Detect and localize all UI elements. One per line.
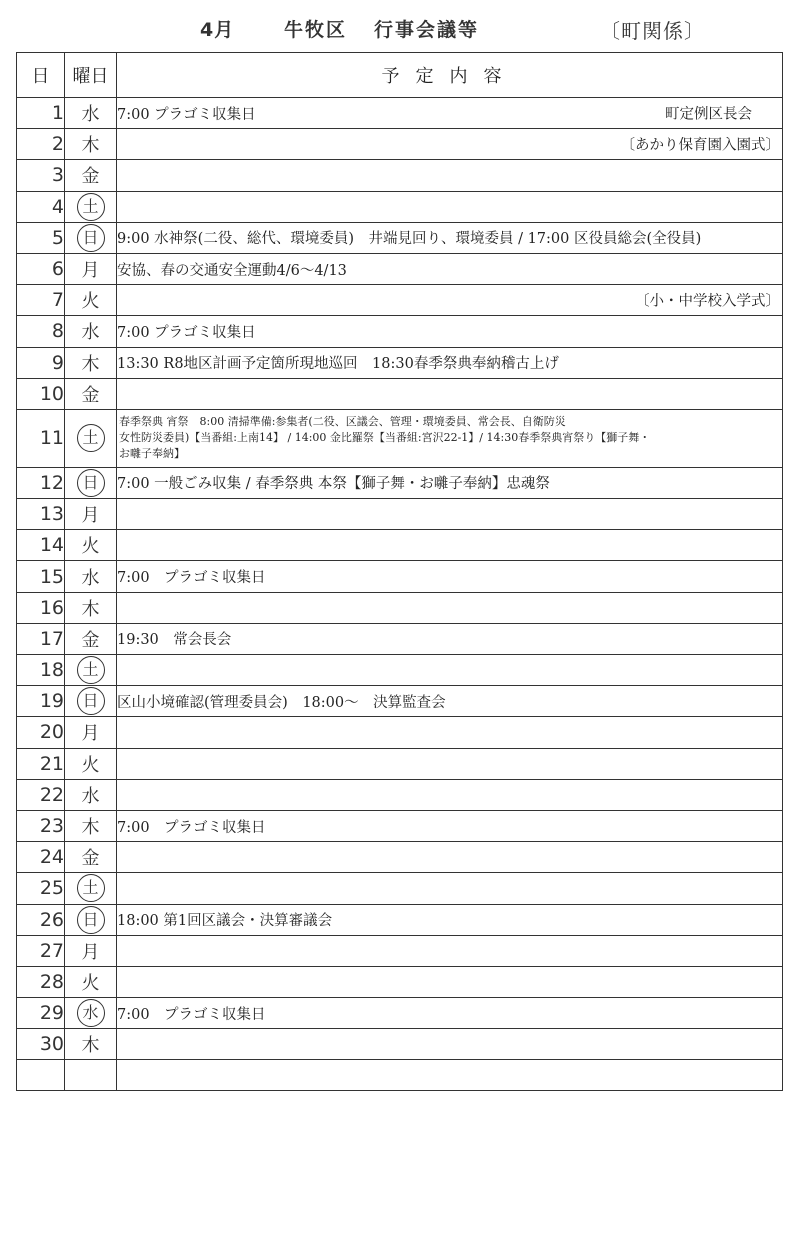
weekday: 火 xyxy=(81,291,100,313)
event-cell xyxy=(117,499,783,530)
day-number: 5 xyxy=(17,222,65,253)
event-line: お囃子奉納】 xyxy=(119,447,185,461)
weekday: 水 xyxy=(81,785,100,807)
table-row xyxy=(17,935,783,966)
day-number: 17 xyxy=(17,623,65,654)
event-cell xyxy=(117,467,783,498)
event-cell xyxy=(117,592,783,623)
event-cell xyxy=(117,779,783,810)
day-number: 18 xyxy=(17,655,65,686)
empty-cell xyxy=(65,1060,117,1091)
weekday-cell xyxy=(65,842,117,873)
day-number: 1 xyxy=(17,98,65,129)
circled-weekday: 日 xyxy=(77,687,105,715)
event-text: 7:00 一般ごみ収集 / 春季祭典 本祭【獅子舞・お囃子奉納】忠魂祭 xyxy=(117,476,550,493)
circled-weekday: 土 xyxy=(77,656,105,684)
event-note-right: 〔小・中学校入学式〕 xyxy=(635,293,780,310)
weekday: 月 xyxy=(81,941,100,963)
event-text: 18:00 第1回区議会・決算審議会 xyxy=(117,913,333,930)
weekday-cell xyxy=(65,873,117,904)
day-number: 20 xyxy=(17,717,65,748)
event-text: 7:00 プラゴミ収集日 xyxy=(117,570,266,587)
weekday-column-header: 曜日 xyxy=(65,53,117,98)
weekday-cell xyxy=(65,129,117,160)
weekday-cell xyxy=(65,748,117,779)
weekday-cell xyxy=(65,530,117,561)
table-row xyxy=(17,873,783,904)
weekday: 月 xyxy=(81,260,100,282)
empty-row xyxy=(17,1060,783,1091)
table-row xyxy=(17,467,783,498)
event-cell xyxy=(117,810,783,841)
event-cell xyxy=(117,378,783,409)
table-row xyxy=(17,842,783,873)
circled-weekday: 日 xyxy=(77,906,105,934)
table-row xyxy=(17,222,783,253)
table-row xyxy=(17,499,783,530)
circled-weekday: 土 xyxy=(77,874,105,902)
weekday: 木 xyxy=(81,598,100,620)
day-number: 16 xyxy=(17,592,65,623)
day-number: 23 xyxy=(17,810,65,841)
table-row xyxy=(17,966,783,997)
weekday-cell xyxy=(65,623,117,654)
day-number: 28 xyxy=(17,966,65,997)
event-cell xyxy=(117,935,783,966)
day-number: 26 xyxy=(17,904,65,935)
event-cell xyxy=(117,253,783,284)
day-number: 21 xyxy=(17,748,65,779)
day-number: 11 xyxy=(17,409,65,467)
event-line: 春季祭典 宵祭 8:00 清掃準備:参集者(二役、区議会、管理・環境委員、常会長、自衛防災 xyxy=(119,415,566,429)
table-row xyxy=(17,98,783,129)
empty-cell xyxy=(117,1060,783,1091)
empty-cell xyxy=(17,1060,65,1091)
event-text: 7:00 プラゴミ収集日 xyxy=(117,819,266,836)
weekday-cell xyxy=(65,285,117,316)
weekday: 水 xyxy=(81,567,100,589)
weekday: 火 xyxy=(81,536,100,558)
event-cell xyxy=(117,655,783,686)
weekday-cell xyxy=(65,686,117,717)
event-cell xyxy=(117,561,783,592)
circled-weekday: 土 xyxy=(77,193,105,221)
weekday-cell xyxy=(65,592,117,623)
day-number: 19 xyxy=(17,686,65,717)
table-row xyxy=(17,1029,783,1060)
event-text: 19:30 常会長会 xyxy=(117,632,232,649)
table-row xyxy=(17,316,783,347)
weekday: 木 xyxy=(81,1035,100,1057)
weekday-cell xyxy=(65,160,117,191)
month-label: 4月 xyxy=(200,19,235,41)
table-row xyxy=(17,347,783,378)
event-cell xyxy=(117,1029,783,1060)
event-cell xyxy=(117,530,783,561)
table-row xyxy=(17,530,783,561)
weekday-cell xyxy=(65,499,117,530)
day-number: 22 xyxy=(17,779,65,810)
event-cell xyxy=(117,316,783,347)
event-cell xyxy=(117,904,783,935)
weekday: 水 xyxy=(81,104,100,126)
table-row xyxy=(17,686,783,717)
event-cell xyxy=(117,873,783,904)
circled-weekday: 日 xyxy=(77,224,105,252)
day-number: 25 xyxy=(17,873,65,904)
day-number: 8 xyxy=(17,316,65,347)
area-label: 牛牧区 xyxy=(284,19,348,41)
weekday: 木 xyxy=(81,353,100,375)
day-number: 24 xyxy=(17,842,65,873)
table-row xyxy=(17,717,783,748)
event-cell xyxy=(117,347,783,378)
table-row xyxy=(17,409,783,467)
event-cell xyxy=(117,842,783,873)
table-row xyxy=(17,129,783,160)
table-row xyxy=(17,779,783,810)
day-number: 27 xyxy=(17,935,65,966)
page-header xyxy=(0,0,800,50)
weekday: 金 xyxy=(81,629,100,651)
day-number: 9 xyxy=(17,347,65,378)
weekday-cell xyxy=(65,253,117,284)
weekday-cell xyxy=(65,935,117,966)
town-related-note: 〔町関係〕 xyxy=(600,19,705,43)
table-row xyxy=(17,253,783,284)
event-cell xyxy=(117,748,783,779)
event-cell xyxy=(117,129,783,160)
table-row xyxy=(17,561,783,592)
event-cell xyxy=(117,191,783,222)
table-row xyxy=(17,285,783,316)
day-number: 10 xyxy=(17,378,65,409)
day-number: 14 xyxy=(17,530,65,561)
table-header-row xyxy=(17,53,783,98)
weekday-cell xyxy=(65,561,117,592)
weekday-cell xyxy=(65,378,117,409)
table-row xyxy=(17,904,783,935)
weekday: 金 xyxy=(81,166,100,188)
event-note-right: 町定例区長会 xyxy=(665,106,752,123)
event-text: 13:30 R8地区計画予定箇所現地巡回 18:30春季祭典奉納稽古上げ xyxy=(117,356,559,373)
table-row xyxy=(17,160,783,191)
event-cell xyxy=(117,160,783,191)
event-cell xyxy=(117,717,783,748)
weekday: 金 xyxy=(81,848,100,870)
weekday-cell xyxy=(65,717,117,748)
weekday-cell xyxy=(65,316,117,347)
weekday-cell xyxy=(65,779,117,810)
day-number: 4 xyxy=(17,191,65,222)
event-cell xyxy=(117,966,783,997)
event-cell xyxy=(117,998,783,1029)
schedule-rows xyxy=(17,98,783,1091)
weekday-cell xyxy=(65,222,117,253)
weekday-cell xyxy=(65,966,117,997)
weekday-cell xyxy=(65,655,117,686)
weekday: 水 xyxy=(81,322,100,344)
event-multiline xyxy=(117,414,782,462)
weekday-cell xyxy=(65,810,117,841)
table-row xyxy=(17,592,783,623)
weekday: 月 xyxy=(81,723,100,745)
weekday: 木 xyxy=(81,817,100,839)
weekday-cell xyxy=(65,191,117,222)
event-cell xyxy=(117,623,783,654)
event-note-right: 〔あかり保育園入園式〕 xyxy=(620,137,780,154)
event-text: 7:00 プラゴミ収集日 xyxy=(117,106,256,123)
circled-weekday: 日 xyxy=(77,469,105,497)
day-number: 29 xyxy=(17,998,65,1029)
content-column-header: 予定内容 xyxy=(117,53,783,98)
weekday-cell xyxy=(65,409,117,467)
event-line: 女性防災委員)【当番組:上南14】 / 14:00 金比羅祭【当番組:宮沢22-1】/ 14:30春季祭典宵祭り【獅子舞・ xyxy=(119,431,651,445)
schedule-table xyxy=(16,52,783,1091)
event-text: 7:00 プラゴミ収集日 xyxy=(117,1006,266,1023)
weekday-cell xyxy=(65,467,117,498)
event-cell xyxy=(117,285,783,316)
weekday: 金 xyxy=(81,384,100,406)
event-cell xyxy=(117,686,783,717)
event-cell xyxy=(117,98,783,129)
event-cell xyxy=(117,409,783,467)
day-number: 15 xyxy=(17,561,65,592)
event-text: 安協、春の交通安全運動4/6～4/13 xyxy=(117,262,347,279)
weekday: 火 xyxy=(81,754,100,776)
weekday-cell xyxy=(65,904,117,935)
day-number: 7 xyxy=(17,285,65,316)
day-number: 13 xyxy=(17,499,65,530)
weekday: 月 xyxy=(81,505,100,527)
event-cell xyxy=(117,222,783,253)
day-column-header: 日 xyxy=(17,53,65,98)
table-row xyxy=(17,378,783,409)
weekday: 火 xyxy=(81,972,100,994)
page-title: 行事会議等 xyxy=(374,19,480,41)
day-number: 12 xyxy=(17,467,65,498)
weekday-cell xyxy=(65,1029,117,1060)
table-row xyxy=(17,623,783,654)
event-text: 7:00 プラゴミ収集日 xyxy=(117,324,256,341)
weekday-cell xyxy=(65,998,117,1029)
weekday-cell xyxy=(65,347,117,378)
day-number: 6 xyxy=(17,253,65,284)
circled-weekday: 土 xyxy=(77,424,105,452)
event-text: 9:00 水神祭(二役、総代、環境委員) 井端見回り、環境委員 / 17:00 区役員総会(全役員) xyxy=(117,231,702,248)
table-row xyxy=(17,748,783,779)
day-number: 3 xyxy=(17,160,65,191)
table-row xyxy=(17,655,783,686)
circled-weekday: 水 xyxy=(77,999,105,1027)
weekday: 木 xyxy=(81,135,100,157)
table-row xyxy=(17,191,783,222)
weekday-cell xyxy=(65,98,117,129)
table-row xyxy=(17,810,783,841)
table-row xyxy=(17,998,783,1029)
day-number: 30 xyxy=(17,1029,65,1060)
day-number: 2 xyxy=(17,129,65,160)
event-text: 区山小境確認(管理委員会) 18:00～ 決算監査会 xyxy=(117,694,446,711)
